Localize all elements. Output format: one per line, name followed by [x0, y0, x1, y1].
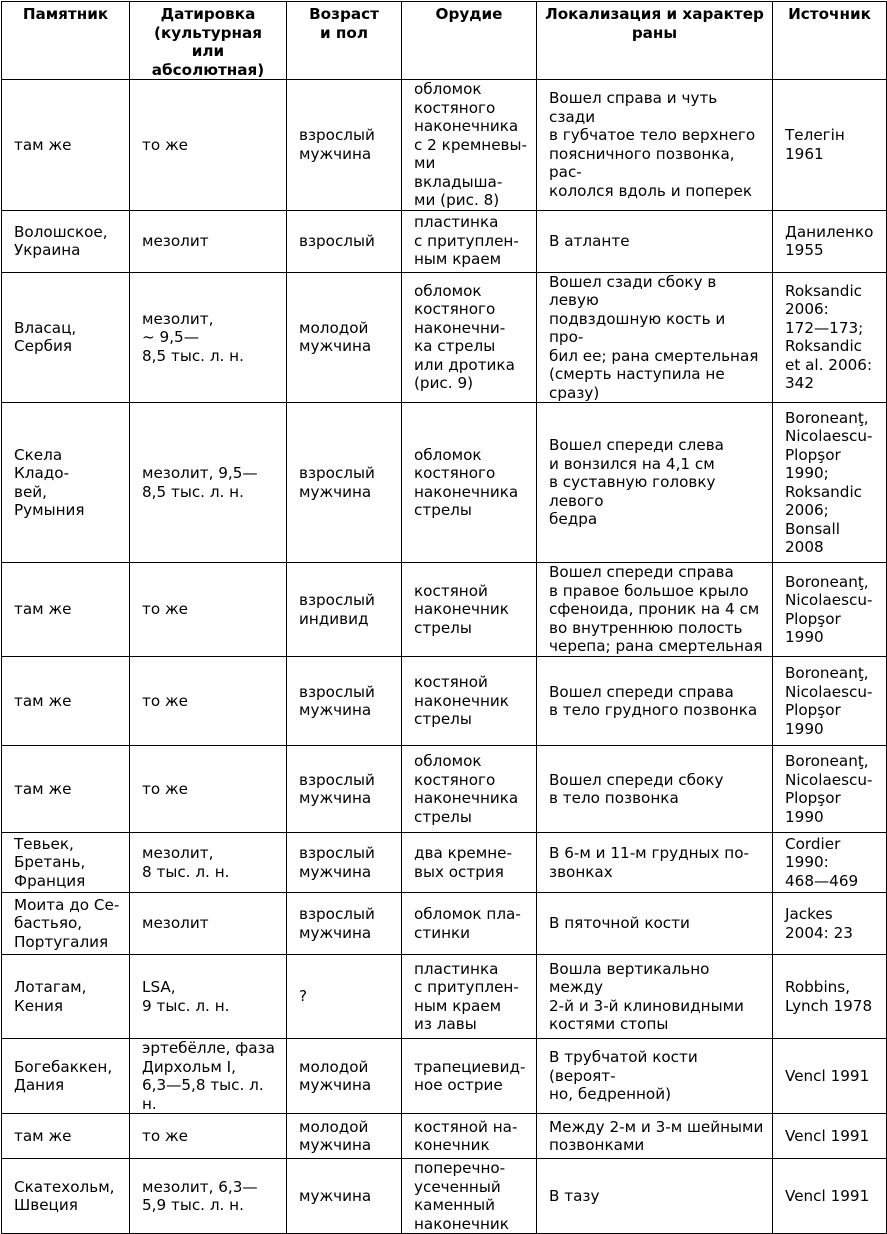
cell-wound: Вошла вертикально между 2-й и 3-й клиновидными костями стопы	[537, 955, 773, 1039]
table-body	[2, 80, 887, 1234]
cell-age-sex: мужчина	[287, 1159, 402, 1234]
cell-dating: LSA, 9 тыс. л. н.	[130, 955, 287, 1039]
table-row	[2, 657, 887, 746]
cell-site: там же	[2, 563, 130, 657]
cell-site: Власац, Сербия	[2, 272, 130, 403]
cell-source: Vencl 1991	[773, 1159, 887, 1234]
cell-age-sex: взрослый индивид	[287, 563, 402, 657]
cell-source: Телегін 1961	[773, 80, 887, 211]
cell-weapon: два кремне- вых острия	[402, 833, 537, 893]
table-row	[2, 563, 887, 657]
cell-weapon: костяной наконечник стрелы	[402, 657, 537, 746]
cell-wound: Вошел спереди справа в тело грудного позвонка	[537, 657, 773, 746]
cell-weapon: поперечно- усеченный каменный наконечник	[402, 1159, 537, 1234]
cell-weapon: трапециевид- ное острие	[402, 1039, 537, 1114]
cell-age-sex: взрослый мужчина	[287, 657, 402, 746]
cell-dating: мезолит, ~ 9,5— 8,5 тыс. л. н.	[130, 272, 287, 403]
cell-age-sex: молодой мужчина	[287, 1039, 402, 1114]
cell-dating: мезолит, 8 тыс. л. н.	[130, 833, 287, 893]
header-weapon: Орудие	[402, 2, 537, 80]
table-row	[2, 272, 887, 403]
cell-site: там же	[2, 1114, 130, 1159]
cell-source: Vencl 1991	[773, 1114, 887, 1159]
cell-dating: то же	[130, 657, 287, 746]
table-row	[2, 955, 887, 1039]
header-wound: Локализация и характер раны	[537, 2, 773, 80]
cell-dating: мезолит	[130, 893, 287, 955]
cell-wound: Вошел справа и чуть сзади в губчатое тело верхнего поясничного позвонка, рас- кололся вдоль и поперек	[537, 80, 773, 211]
cell-source: Boroneanţ, Nicolaescu- Plopşor 1990	[773, 657, 887, 746]
wounds-table	[1, 1, 887, 1234]
cell-wound: В 6-м и 11-м грудных по- звонках	[537, 833, 773, 893]
header-source: Источник	[773, 2, 887, 80]
table-row	[2, 1114, 887, 1159]
cell-wound: В пяточной кости	[537, 893, 773, 955]
cell-age-sex: взрослый	[287, 210, 402, 272]
cell-weapon: обломок костяного наконечника стрелы	[402, 403, 537, 563]
cell-site: Скела Кладо- вей, Румыния	[2, 403, 130, 563]
cell-dating: мезолит, 6,3— 5,9 тыс. л. н.	[130, 1159, 287, 1234]
cell-site: Тевьек, Бретань, Франция	[2, 833, 130, 893]
header-age-sex: Возраст и пол	[287, 2, 402, 80]
cell-wound: Вошел спереди справа в правое большое крыло сфеноида, проник на 4 см во внутреннюю полость черепа; рана смертельная	[537, 563, 773, 657]
cell-site: Богебаккен, Дания	[2, 1039, 130, 1114]
cell-wound: Вошел спереди сбоку в тело позвонка	[537, 746, 773, 833]
cell-dating: то же	[130, 746, 287, 833]
cell-dating: мезолит, 9,5— 8,5 тыс. л. н.	[130, 403, 287, 563]
cell-age-sex: молодой мужчина	[287, 1114, 402, 1159]
cell-age-sex: взрослый мужчина	[287, 833, 402, 893]
cell-dating: мезолит	[130, 210, 287, 272]
header-row	[2, 2, 887, 80]
cell-weapon: обломок костяного наконечника стрелы	[402, 746, 537, 833]
cell-wound: Между 2-м и 3-м шейными позвонками	[537, 1114, 773, 1159]
cell-dating: эртебёлле, фаза Дирхольм I, 6,3—5,8 тыс. л. н.	[130, 1039, 287, 1114]
cell-age-sex: взрослый мужчина	[287, 893, 402, 955]
table-row	[2, 893, 887, 955]
cell-source: Jackes 2004: 23	[773, 893, 887, 955]
table-row	[2, 746, 887, 833]
cell-dating: то же	[130, 563, 287, 657]
cell-age-sex: взрослый мужчина	[287, 746, 402, 833]
cell-source: Cordier 1990: 468—469	[773, 833, 887, 893]
cell-weapon: пластинка с притуплен- ным краем	[402, 210, 537, 272]
cell-age-sex: взрослый мужчина	[287, 80, 402, 211]
cell-age-sex: молодой мужчина	[287, 272, 402, 403]
cell-source: Roksandic 2006: 172—173; Roksandic et al. 2006: 342	[773, 272, 887, 403]
cell-source: Robbins, Lynch 1978	[773, 955, 887, 1039]
cell-wound: В атланте	[537, 210, 773, 272]
header-dating: Датировка (культурная или абсолютная)	[130, 2, 287, 80]
cell-source: Vencl 1991	[773, 1039, 887, 1114]
cell-age-sex: взрослый мужчина	[287, 403, 402, 563]
cell-site: Скатехольм, Швеция	[2, 1159, 130, 1234]
table-row	[2, 833, 887, 893]
table-row	[2, 403, 887, 563]
cell-wound: Вошел сзади сбоку в левую подвздошную кость и про- бил ее; рана смертельная (смерть наступила не сразу)	[537, 272, 773, 403]
cell-weapon: пластинка с притуплен- ным краем из лавы	[402, 955, 537, 1039]
cell-age-sex: ?	[287, 955, 402, 1039]
header-site: Памятник	[2, 2, 130, 80]
cell-source: Boroneanţ, Nicolaescu- Plopşor 1990; Roksandic 2006; Bonsall 2008	[773, 403, 887, 563]
table-row	[2, 1159, 887, 1234]
cell-site: Лотагам, Кения	[2, 955, 130, 1039]
cell-site: Моита до Се- бастьяо, Португалия	[2, 893, 130, 955]
cell-site: Волошское, Украина	[2, 210, 130, 272]
cell-weapon: обломок костяного наконечника с 2 кремневы- ми вкладыша- ми (рис. 8)	[402, 80, 537, 211]
cell-weapon: костяной на- конечник	[402, 1114, 537, 1159]
cell-dating: то же	[130, 80, 287, 211]
table-row	[2, 210, 887, 272]
cell-wound: Вошел спереди слева и вонзился на 4,1 см в суставную головку левого бедра	[537, 403, 773, 563]
table-header	[2, 2, 887, 80]
cell-dating: то же	[130, 1114, 287, 1159]
cell-wound: В тазу	[537, 1159, 773, 1234]
cell-weapon: обломок костяного наконечни- ка стрелы или дротика (рис. 9)	[402, 272, 537, 403]
table-row	[2, 80, 887, 211]
cell-site: там же	[2, 657, 130, 746]
cell-weapon: костяной наконечник стрелы	[402, 563, 537, 657]
cell-source: Boroneanţ, Nicolaescu- Plopşor 1990	[773, 746, 887, 833]
cell-wound: В трубчатой кости (вероят- но, бедренной)	[537, 1039, 773, 1114]
cell-source: Даниленко 1955	[773, 210, 887, 272]
cell-site: там же	[2, 746, 130, 833]
cell-site: там же	[2, 80, 130, 211]
table-row	[2, 1039, 887, 1114]
cell-source: Boroneanţ, Nicolaescu- Plopşor 1990	[773, 563, 887, 657]
cell-weapon: обломок пла- стинки	[402, 893, 537, 955]
